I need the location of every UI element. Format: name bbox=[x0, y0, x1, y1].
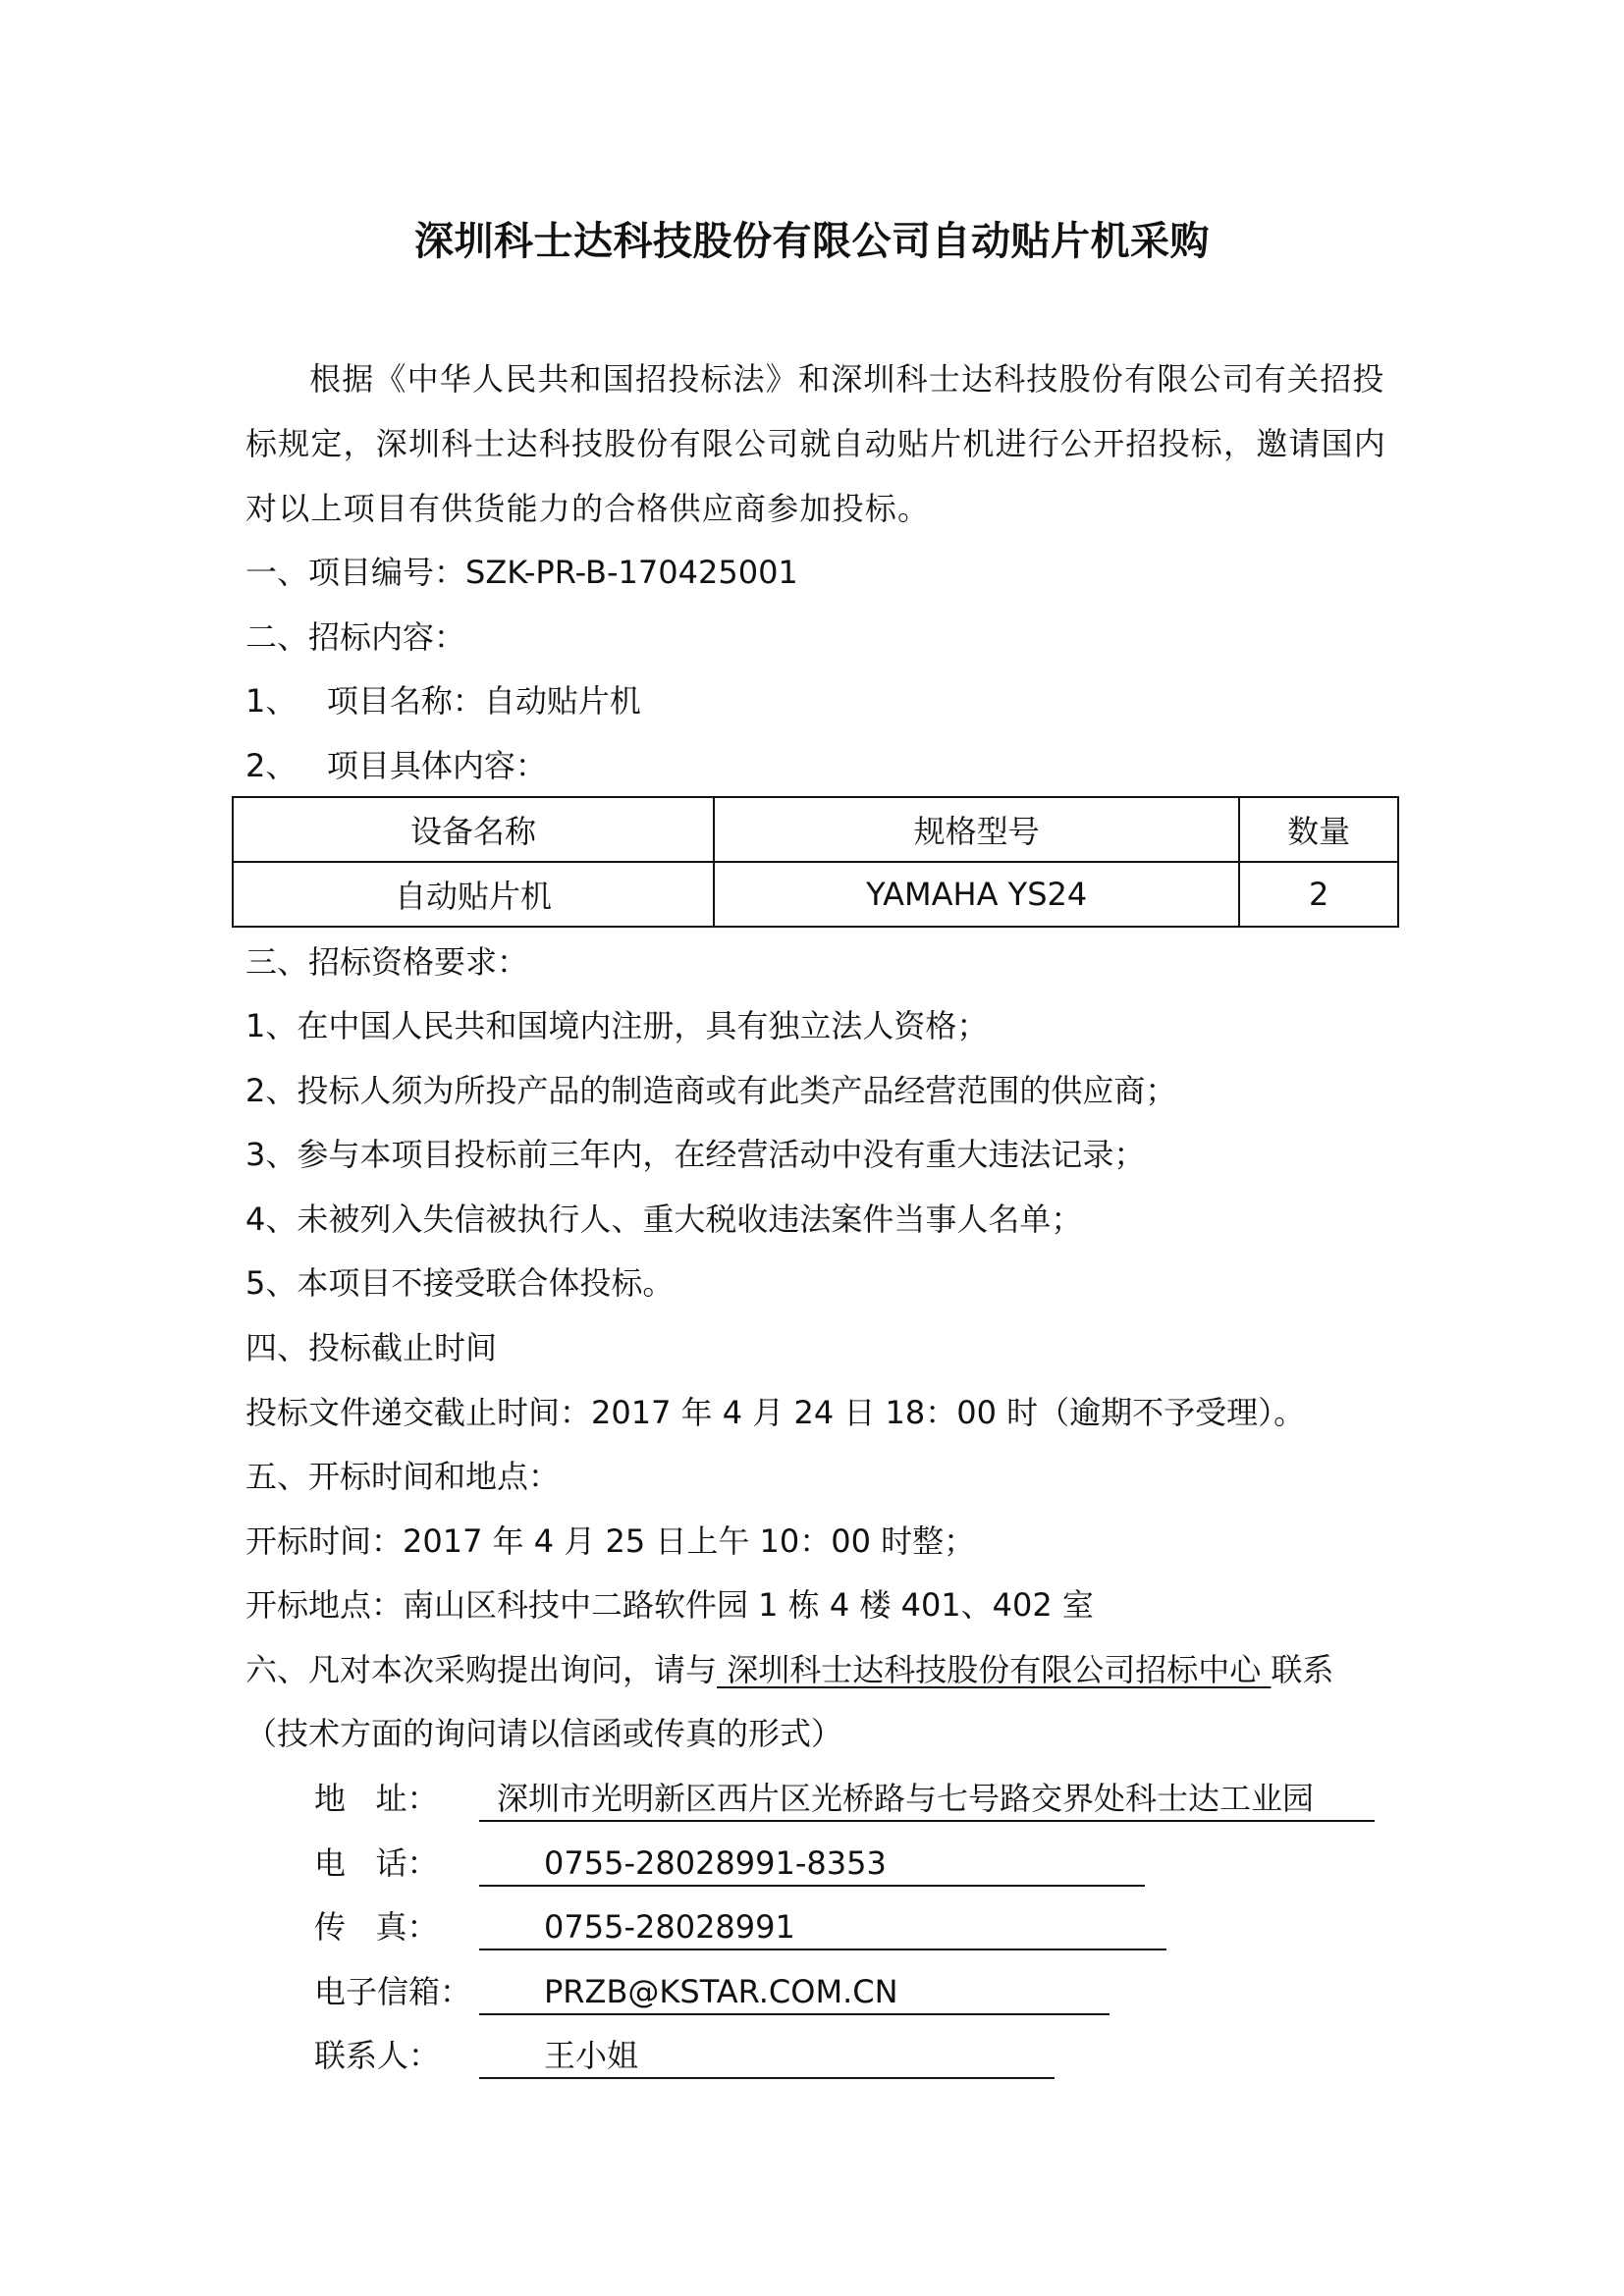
inquiry-prefix: 六、凡对本次采购提出询问，请与 bbox=[245, 1651, 718, 1688]
contact-label: 传 真： bbox=[314, 1908, 439, 1946]
qualification-item: 1、在中国人民共和国境内注册，具有独立法人资格； bbox=[245, 1007, 989, 1044]
contact-value-line bbox=[479, 1842, 1145, 1887]
table-header-row bbox=[233, 797, 1398, 862]
section-tender-content-heading: 二、招标内容： bbox=[245, 618, 466, 656]
table-header-cell: 设备名称 bbox=[233, 797, 714, 862]
opening-place: 开标地点：南山区科技中二路软件园 1 栋 4 楼 401、402 室 bbox=[245, 1586, 1094, 1624]
tender-center-text: 深圳科士达科技股份有限公司招标中心 bbox=[727, 1651, 1262, 1688]
tender-center-name bbox=[717, 1651, 1271, 1688]
table-cell: YAMAHA YS24 bbox=[714, 862, 1239, 927]
contact-label: 电子信箱： bbox=[314, 1973, 472, 2010]
inquiry-line bbox=[245, 1648, 1333, 1691]
inquiry-note: （技术方面的询问请以信函或传真的形式） bbox=[245, 1715, 843, 1752]
contact-label: 电 话： bbox=[314, 1844, 439, 1882]
section-opening-heading: 五、开标时间和地点： bbox=[245, 1458, 561, 1495]
table-header-cell: 规格型号 bbox=[714, 797, 1239, 862]
contact-value-line bbox=[479, 1777, 1375, 1822]
qualification-item: 3、参与本项目投标前三年内，在经营活动中没有重大违法记录； bbox=[245, 1136, 1146, 1173]
intro-line-3: 对以上项目有供货能力的合格供应商参加投标。 bbox=[245, 490, 931, 527]
opening-time: 开标时间：2017 年 4 月 25 日上午 10：00 时整； bbox=[245, 1522, 976, 1560]
table-cell: 2 bbox=[1239, 862, 1398, 927]
table-cell: 自动贴片机 bbox=[233, 862, 714, 927]
phone-value: 0755-28028991-8353 bbox=[544, 1844, 887, 1882]
qualification-item: 5、本项目不接受联合体投标。 bbox=[245, 1264, 675, 1302]
contact-value-line bbox=[479, 1905, 1166, 1950]
section-deadline-heading: 四、投标截止时间 bbox=[245, 1329, 498, 1366]
qualification-item: 4、未被列入失信被执行人、重大税收违法案件当事人名单； bbox=[245, 1201, 1083, 1238]
contact-label: 联系人： bbox=[314, 2037, 441, 2074]
project-name: 1、 项目名称：自动贴片机 bbox=[245, 682, 641, 720]
project-number: 一、项目编号：SZK-PR-B-170425001 bbox=[245, 554, 798, 591]
section-qualification-heading: 三、招标资格要求： bbox=[245, 943, 529, 981]
inquiry-suffix: 联系 bbox=[1271, 1651, 1334, 1688]
address-value: 深圳市光明新区西片区光桥路与七号路交界处科士达工业园 bbox=[497, 1780, 1315, 1817]
deadline-text: 投标文件递交截止时间：2017 年 4 月 24 日 18：00 时（逾期不予受理）。 bbox=[245, 1394, 1306, 1431]
project-details-label: 2、 项目具体内容： bbox=[245, 747, 547, 784]
fax-value: 0755-28028991 bbox=[544, 1908, 795, 1946]
contact-value-line bbox=[479, 2034, 1055, 2079]
contact-person-value: 王小姐 bbox=[544, 2037, 639, 2074]
contact-value-line[interactable] bbox=[479, 1970, 1110, 2015]
email-value[interactable]: PRZB@KSTAR.COM.CN bbox=[544, 1973, 898, 2010]
contact-label: 地 址： bbox=[314, 1780, 439, 1817]
table-header-cell: 数量 bbox=[1239, 797, 1398, 862]
equipment-table bbox=[232, 796, 1399, 928]
document-title: 深圳科士达科技股份有限公司自动贴片机采购 bbox=[414, 219, 1210, 264]
table-row bbox=[233, 862, 1398, 927]
intro-line-1: 根据《中华人民共和国招投标法》和深圳科士达科技股份有限公司有关招投 bbox=[309, 360, 1385, 398]
intro-line-2: 标规定，深圳科士达科技股份有限公司就自动贴片机进行公开招投标，邀请国内 bbox=[245, 425, 1387, 462]
qualification-item: 2、投标人须为所投产品的制造商或有此类产品经营范围的供应商； bbox=[245, 1072, 1177, 1109]
